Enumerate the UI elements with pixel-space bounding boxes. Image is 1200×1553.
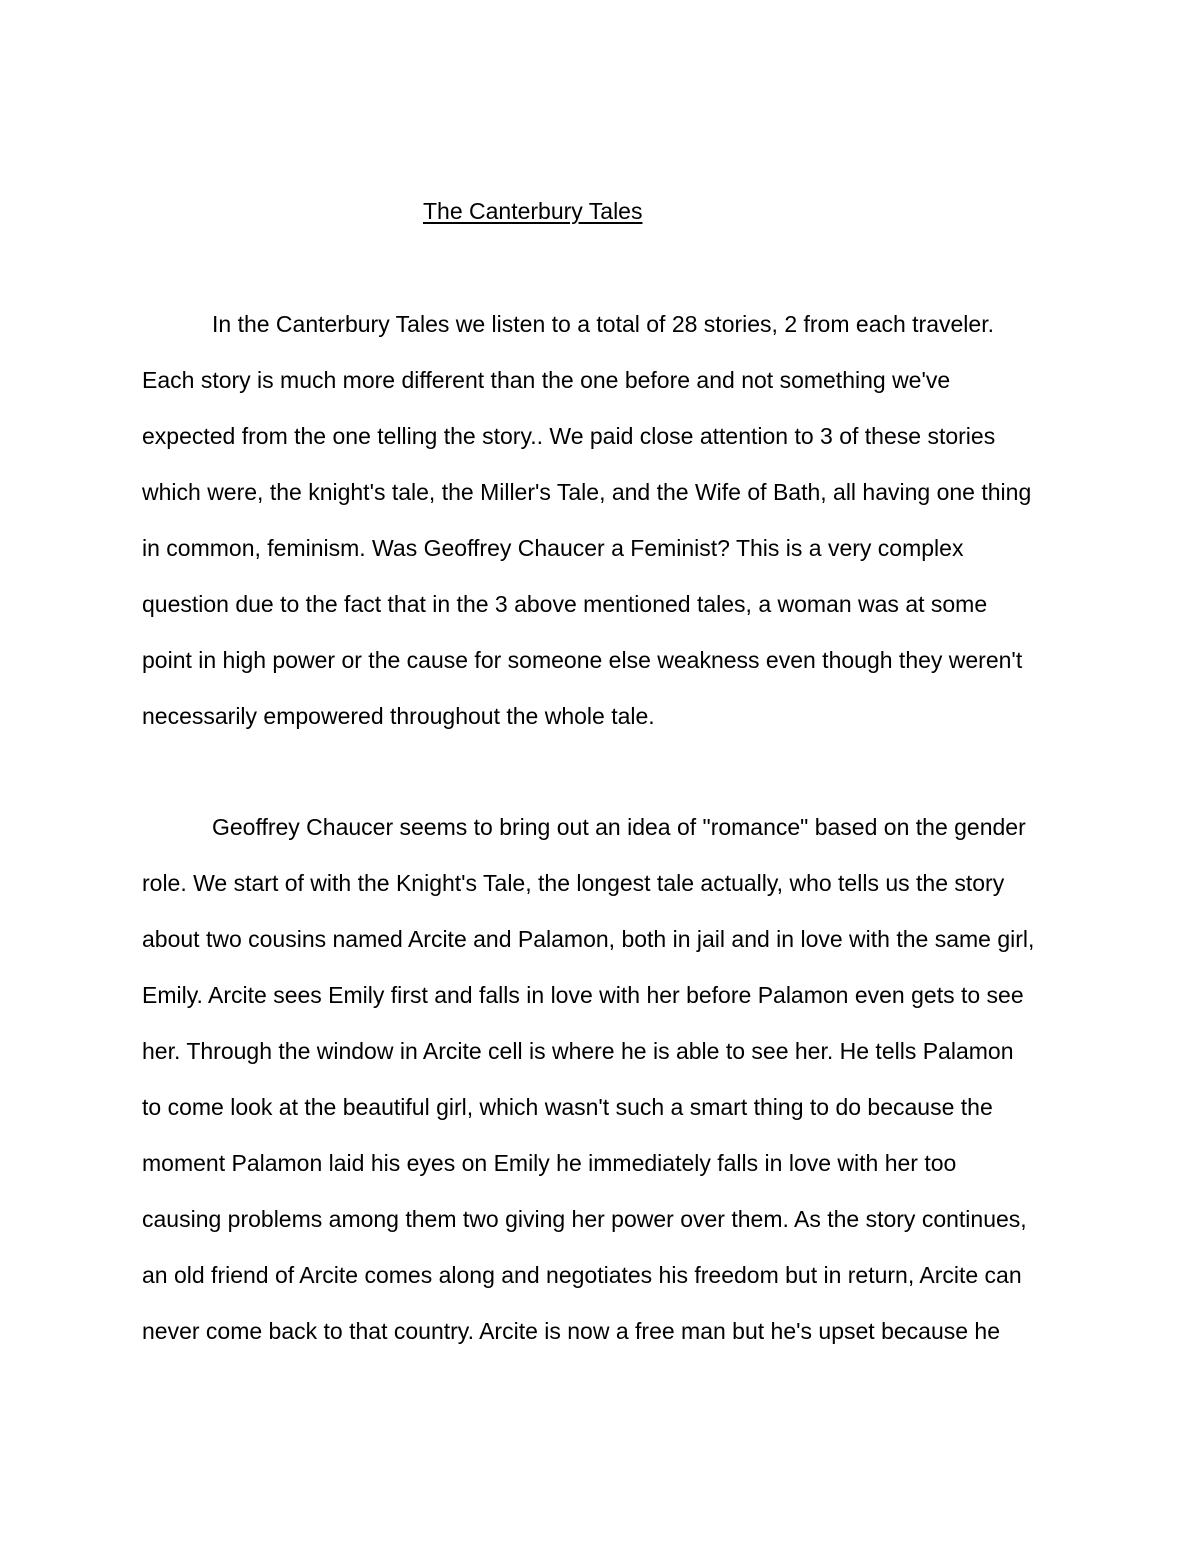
text-line: necessarily empowered throughout the whole tale. [142,703,655,729]
text-line: Emily. Arcite sees Emily first and falls in love with her before Palamon even gets to see [142,982,1024,1008]
text-line: Geoffrey Chaucer seems to bring out an idea of "romance" based on the gender [212,814,1026,840]
text-line: expected from the one telling the story.. We paid close attention to 3 of these stories [142,423,996,449]
text-line: to come look at the beautiful girl, which wasn't such a smart thing to do because the [142,1094,993,1120]
text-line: which were, the knight's tale, the Miller's Tale, and the Wife of Bath, all having one thing [142,479,1032,505]
text-line: never come back to that country. Arcite is now a free man but he's upset because he [142,1318,1000,1344]
text-line: causing problems among them two giving her power over them. As the story continues, [142,1206,1027,1232]
text-line: in common, feminism. Was Geoffrey Chaucer a Feminist? This is a very complex [142,535,964,561]
text-line: point in high power or the cause for someone else weakness even though they weren't [142,647,1023,673]
text-line: about two cousins named Arcite and Palamon, both in jail and in love with the same girl, [142,926,1035,952]
paragraph-1 [142,296,1072,744]
paragraph-2 [142,799,1072,1359]
text-line: question due to the fact that in the 3 above mentioned tales, a woman was at some [142,591,988,617]
text-line: role. We start of with the Knight's Tale, the longest tale actually, who tells us the story [142,870,1005,896]
document-title: The Canterbury Tales [423,198,643,224]
text-line: her. Through the window in Arcite cell is where he is able to see her. He tells Palamon [142,1038,1014,1064]
text-line: moment Palamon laid his eyes on Emily he immediately falls in love with her too [142,1150,957,1176]
text-line: In the Canterbury Tales we listen to a total of 28 stories, 2 from each traveler. [212,311,994,337]
text-line: Each story is much more different than the one before and not something we've [142,367,951,393]
text-line: an old friend of Arcite comes along and negotiates his freedom but in return, Arcite can [142,1262,1022,1288]
